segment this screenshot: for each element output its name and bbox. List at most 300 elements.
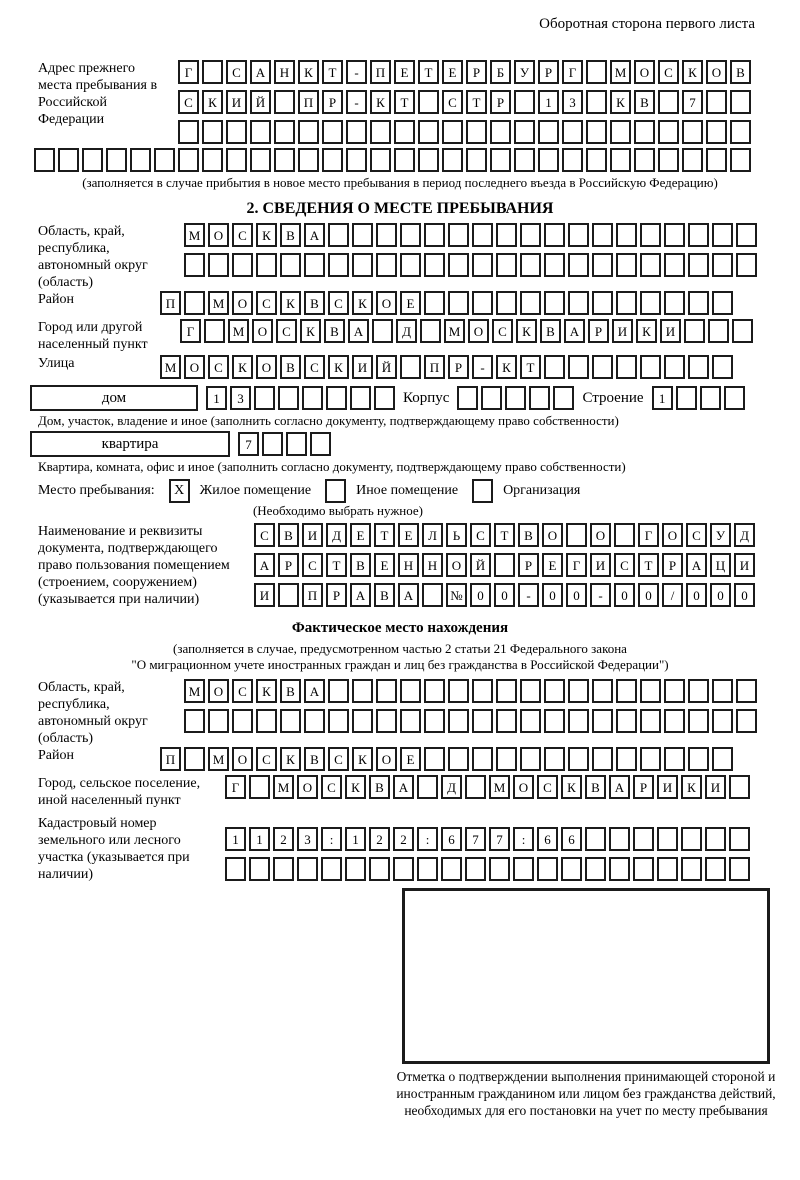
char-cell[interactable] xyxy=(538,148,559,172)
char-cell[interactable] xyxy=(490,120,511,144)
char-cell[interactable]: С xyxy=(208,355,229,379)
char-cell[interactable] xyxy=(424,253,445,277)
char-cell[interactable] xyxy=(537,857,558,881)
char-cell[interactable] xyxy=(592,679,613,703)
char-cell[interactable] xyxy=(586,148,607,172)
char-cell[interactable] xyxy=(706,148,727,172)
char-cell[interactable]: Р xyxy=(448,355,469,379)
char-cell[interactable]: М xyxy=(184,679,205,703)
char-cell[interactable] xyxy=(208,709,229,733)
char-cell[interactable]: И xyxy=(734,553,755,577)
char-cell[interactable]: Р xyxy=(326,583,347,607)
char-cell[interactable]: М xyxy=(208,291,229,315)
char-cell[interactable] xyxy=(302,386,323,410)
char-cell[interactable]: К xyxy=(300,319,321,343)
char-cell[interactable]: О xyxy=(513,775,534,799)
char-cell[interactable] xyxy=(496,291,517,315)
char-cell[interactable] xyxy=(254,386,275,410)
char-cell[interactable] xyxy=(700,386,721,410)
char-cell[interactable] xyxy=(712,355,733,379)
char-cell[interactable] xyxy=(328,709,349,733)
char-cell[interactable] xyxy=(465,775,486,799)
char-cell[interactable] xyxy=(350,386,371,410)
char-cell[interactable]: О xyxy=(662,523,683,547)
char-cell[interactable] xyxy=(657,827,678,851)
char-cell[interactable]: В xyxy=(350,553,371,577)
char-cell[interactable] xyxy=(705,857,726,881)
char-cell[interactable] xyxy=(472,223,493,247)
char-cell[interactable]: Т xyxy=(520,355,541,379)
char-cell[interactable]: И xyxy=(352,355,373,379)
char-cell[interactable]: 0 xyxy=(542,583,563,607)
char-cell[interactable] xyxy=(616,355,637,379)
char-cell[interactable]: 7 xyxy=(489,827,510,851)
char-cell[interactable]: И xyxy=(302,523,323,547)
char-cell[interactable]: С xyxy=(492,319,513,343)
char-cell[interactable] xyxy=(729,827,750,851)
char-cell[interactable] xyxy=(684,319,705,343)
char-cell[interactable]: 0 xyxy=(614,583,635,607)
char-cell[interactable] xyxy=(538,120,559,144)
char-cell[interactable] xyxy=(424,709,445,733)
char-cell[interactable] xyxy=(232,253,253,277)
char-cell[interactable] xyxy=(496,253,517,277)
char-cell[interactable] xyxy=(232,709,253,733)
char-cell[interactable] xyxy=(585,827,606,851)
char-cell[interactable] xyxy=(736,223,757,247)
char-cell[interactable]: Т xyxy=(466,90,487,114)
char-cell[interactable]: : xyxy=(513,827,534,851)
char-cell[interactable]: В xyxy=(304,747,325,771)
char-cell[interactable] xyxy=(34,148,55,172)
char-cell[interactable]: Е xyxy=(398,523,419,547)
char-cell[interactable] xyxy=(520,679,541,703)
char-cell[interactable] xyxy=(681,857,702,881)
char-cell[interactable]: В xyxy=(280,355,301,379)
char-cell[interactable] xyxy=(568,223,589,247)
char-cell[interactable]: И xyxy=(705,775,726,799)
char-cell[interactable] xyxy=(610,148,631,172)
char-cell[interactable]: М xyxy=(273,775,294,799)
char-cell[interactable]: 0 xyxy=(710,583,731,607)
char-cell[interactable]: Т xyxy=(394,90,415,114)
char-cell[interactable]: О xyxy=(590,523,611,547)
char-cell[interactable] xyxy=(273,857,294,881)
char-cell[interactable] xyxy=(418,120,439,144)
char-cell[interactable]: Ь xyxy=(446,523,467,547)
char-cell[interactable] xyxy=(712,679,733,703)
char-cell[interactable] xyxy=(394,148,415,172)
char-cell[interactable]: К xyxy=(496,355,517,379)
char-cell[interactable]: К xyxy=(256,223,277,247)
char-cell[interactable]: С xyxy=(256,747,277,771)
char-cell[interactable]: 2 xyxy=(369,827,390,851)
char-cell[interactable] xyxy=(466,148,487,172)
char-cell[interactable] xyxy=(640,223,661,247)
char-cell[interactable]: 6 xyxy=(537,827,558,851)
char-cell[interactable] xyxy=(658,90,679,114)
char-cell[interactable] xyxy=(520,291,541,315)
char-cell[interactable] xyxy=(544,291,565,315)
char-cell[interactable]: В xyxy=(278,523,299,547)
char-cell[interactable] xyxy=(736,679,757,703)
char-cell[interactable]: П xyxy=(298,90,319,114)
char-cell[interactable] xyxy=(448,253,469,277)
char-cell[interactable] xyxy=(688,679,709,703)
char-cell[interactable] xyxy=(417,775,438,799)
char-cell[interactable]: - xyxy=(346,90,367,114)
char-cell[interactable]: С xyxy=(321,775,342,799)
char-cell[interactable] xyxy=(106,148,127,172)
char-cell[interactable] xyxy=(178,120,199,144)
char-cell[interactable] xyxy=(372,319,393,343)
char-cell[interactable] xyxy=(262,432,283,456)
char-cell[interactable] xyxy=(496,223,517,247)
char-cell[interactable]: 1 xyxy=(249,827,270,851)
char-cell[interactable] xyxy=(472,253,493,277)
char-cell[interactable]: 0 xyxy=(470,583,491,607)
char-cell[interactable]: Т xyxy=(418,60,439,84)
char-cell[interactable]: К xyxy=(681,775,702,799)
char-cell[interactable]: 1 xyxy=(225,827,246,851)
char-cell[interactable] xyxy=(664,709,685,733)
char-cell[interactable] xyxy=(520,709,541,733)
char-cell[interactable]: М xyxy=(160,355,181,379)
char-cell[interactable] xyxy=(448,223,469,247)
char-cell[interactable] xyxy=(730,148,751,172)
char-cell[interactable] xyxy=(609,827,630,851)
char-cell[interactable] xyxy=(346,148,367,172)
char-cell[interactable]: Н xyxy=(274,60,295,84)
char-cell[interactable] xyxy=(256,253,277,277)
char-cell[interactable] xyxy=(729,775,750,799)
char-cell[interactable] xyxy=(616,253,637,277)
char-cell[interactable] xyxy=(592,709,613,733)
char-cell[interactable] xyxy=(568,679,589,703)
char-cell[interactable] xyxy=(544,223,565,247)
char-cell[interactable]: К xyxy=(352,747,373,771)
char-cell[interactable]: 1 xyxy=(206,386,227,410)
char-cell[interactable]: Р xyxy=(322,90,343,114)
char-cell[interactable]: К xyxy=(280,747,301,771)
char-cell[interactable]: С xyxy=(686,523,707,547)
char-cell[interactable]: - xyxy=(472,355,493,379)
char-cell[interactable]: У xyxy=(514,60,535,84)
char-cell[interactable]: Е xyxy=(400,291,421,315)
char-cell[interactable] xyxy=(280,709,301,733)
char-cell[interactable] xyxy=(688,709,709,733)
char-cell[interactable] xyxy=(184,747,205,771)
char-cell[interactable] xyxy=(640,291,661,315)
char-cell[interactable] xyxy=(424,223,445,247)
char-cell[interactable] xyxy=(400,253,421,277)
char-cell[interactable] xyxy=(322,148,343,172)
char-cell[interactable]: В xyxy=(280,223,301,247)
char-cell[interactable] xyxy=(208,253,229,277)
char-cell[interactable] xyxy=(448,747,469,771)
char-cell[interactable] xyxy=(514,90,535,114)
char-cell[interactable]: 2 xyxy=(273,827,294,851)
char-cell[interactable]: Д xyxy=(441,775,462,799)
char-cell[interactable] xyxy=(566,523,587,547)
char-cell[interactable] xyxy=(226,148,247,172)
char-cell[interactable] xyxy=(664,223,685,247)
char-cell[interactable]: Ц xyxy=(710,553,731,577)
char-cell[interactable]: А xyxy=(304,223,325,247)
char-cell[interactable]: - xyxy=(346,60,367,84)
char-cell[interactable] xyxy=(202,60,223,84)
char-cell[interactable] xyxy=(658,148,679,172)
char-cell[interactable] xyxy=(184,709,205,733)
char-cell[interactable] xyxy=(585,857,606,881)
char-cell[interactable] xyxy=(422,583,443,607)
char-cell[interactable] xyxy=(586,90,607,114)
char-cell[interactable] xyxy=(592,253,613,277)
char-cell[interactable] xyxy=(712,253,733,277)
char-cell[interactable] xyxy=(657,857,678,881)
char-cell[interactable] xyxy=(448,291,469,315)
char-cell[interactable]: О xyxy=(184,355,205,379)
char-cell[interactable] xyxy=(441,857,462,881)
char-cell[interactable]: О xyxy=(208,223,229,247)
char-cell[interactable]: В xyxy=(304,291,325,315)
char-cell[interactable] xyxy=(520,253,541,277)
char-cell[interactable] xyxy=(616,747,637,771)
char-cell[interactable] xyxy=(298,148,319,172)
char-cell[interactable]: : xyxy=(417,827,438,851)
char-cell[interactable]: Б xyxy=(490,60,511,84)
char-cell[interactable]: Т xyxy=(494,523,515,547)
char-cell[interactable] xyxy=(400,679,421,703)
char-cell[interactable] xyxy=(352,709,373,733)
char-cell[interactable] xyxy=(724,386,745,410)
char-cell[interactable]: 3 xyxy=(297,827,318,851)
char-cell[interactable]: А xyxy=(393,775,414,799)
char-cell[interactable]: И xyxy=(226,90,247,114)
char-cell[interactable] xyxy=(472,747,493,771)
char-cell[interactable] xyxy=(417,857,438,881)
char-cell[interactable]: И xyxy=(254,583,275,607)
char-cell[interactable] xyxy=(369,857,390,881)
char-cell[interactable]: В xyxy=(369,775,390,799)
checkbox-organizatsiya[interactable] xyxy=(472,479,493,503)
char-cell[interactable]: С xyxy=(328,291,349,315)
char-cell[interactable] xyxy=(592,747,613,771)
char-cell[interactable]: О xyxy=(376,747,397,771)
char-cell[interactable]: П xyxy=(370,60,391,84)
checkbox-inoe[interactable] xyxy=(325,479,346,503)
char-cell[interactable] xyxy=(712,291,733,315)
char-cell[interactable] xyxy=(706,90,727,114)
char-cell[interactable] xyxy=(568,253,589,277)
char-cell[interactable]: О xyxy=(252,319,273,343)
char-cell[interactable] xyxy=(304,253,325,277)
char-cell[interactable]: А xyxy=(250,60,271,84)
char-cell[interactable]: Т xyxy=(326,553,347,577)
char-cell[interactable]: 1 xyxy=(345,827,366,851)
char-cell[interactable]: В xyxy=(518,523,539,547)
char-cell[interactable] xyxy=(202,120,223,144)
char-cell[interactable]: 6 xyxy=(441,827,462,851)
char-cell[interactable]: П xyxy=(160,291,181,315)
char-cell[interactable]: К xyxy=(610,90,631,114)
char-cell[interactable]: Г xyxy=(566,553,587,577)
char-cell[interactable]: Р xyxy=(278,553,299,577)
char-cell[interactable]: О xyxy=(232,747,253,771)
char-cell[interactable]: С xyxy=(302,553,323,577)
char-cell[interactable] xyxy=(286,432,307,456)
char-cell[interactable] xyxy=(274,148,295,172)
char-cell[interactable] xyxy=(708,319,729,343)
char-cell[interactable] xyxy=(298,120,319,144)
char-cell[interactable] xyxy=(496,747,517,771)
char-cell[interactable]: С xyxy=(328,747,349,771)
char-cell[interactable]: Н xyxy=(398,553,419,577)
char-cell[interactable]: С xyxy=(537,775,558,799)
char-cell[interactable] xyxy=(682,120,703,144)
char-cell[interactable] xyxy=(394,120,415,144)
char-cell[interactable] xyxy=(688,253,709,277)
char-cell[interactable]: О xyxy=(634,60,655,84)
char-cell[interactable]: Р xyxy=(490,90,511,114)
char-cell[interactable] xyxy=(250,120,271,144)
char-cell[interactable]: Й xyxy=(470,553,491,577)
char-cell[interactable]: О xyxy=(706,60,727,84)
char-cell[interactable] xyxy=(712,747,733,771)
char-cell[interactable] xyxy=(732,319,753,343)
char-cell[interactable] xyxy=(184,253,205,277)
char-cell[interactable] xyxy=(448,709,469,733)
char-cell[interactable] xyxy=(568,747,589,771)
char-cell[interactable] xyxy=(640,355,661,379)
char-cell[interactable]: К xyxy=(682,60,703,84)
char-cell[interactable] xyxy=(609,857,630,881)
char-cell[interactable]: Н xyxy=(422,553,443,577)
char-cell[interactable] xyxy=(256,709,277,733)
char-cell[interactable] xyxy=(592,355,613,379)
char-cell[interactable]: Р xyxy=(538,60,559,84)
char-cell[interactable]: О xyxy=(446,553,467,577)
char-cell[interactable] xyxy=(225,857,246,881)
char-cell[interactable] xyxy=(424,679,445,703)
char-cell[interactable] xyxy=(322,120,343,144)
char-cell[interactable]: О xyxy=(256,355,277,379)
char-cell[interactable] xyxy=(448,679,469,703)
char-cell[interactable]: С xyxy=(442,90,463,114)
char-cell[interactable] xyxy=(274,90,295,114)
char-cell[interactable] xyxy=(465,857,486,881)
char-cell[interactable]: В xyxy=(374,583,395,607)
char-cell[interactable] xyxy=(640,253,661,277)
char-cell[interactable]: Г xyxy=(225,775,246,799)
char-cell[interactable] xyxy=(514,148,535,172)
char-cell[interactable] xyxy=(310,432,331,456)
char-cell[interactable] xyxy=(442,120,463,144)
char-cell[interactable] xyxy=(472,709,493,733)
char-cell[interactable] xyxy=(178,148,199,172)
char-cell[interactable] xyxy=(664,747,685,771)
char-cell[interactable] xyxy=(658,120,679,144)
char-cell[interactable] xyxy=(664,355,685,379)
char-cell[interactable] xyxy=(481,386,502,410)
char-cell[interactable]: 3 xyxy=(562,90,583,114)
char-cell[interactable] xyxy=(688,291,709,315)
char-cell[interactable]: 2 xyxy=(393,827,414,851)
char-cell[interactable] xyxy=(544,253,565,277)
char-cell[interactable] xyxy=(496,679,517,703)
char-cell[interactable]: В xyxy=(730,60,751,84)
char-cell[interactable] xyxy=(420,319,441,343)
char-cell[interactable] xyxy=(730,120,751,144)
char-cell[interactable]: К xyxy=(298,60,319,84)
char-cell[interactable] xyxy=(280,253,301,277)
char-cell[interactable]: О xyxy=(376,291,397,315)
char-cell[interactable]: Е xyxy=(400,747,421,771)
char-cell[interactable]: А xyxy=(304,679,325,703)
char-cell[interactable] xyxy=(553,386,574,410)
char-cell[interactable] xyxy=(682,148,703,172)
char-cell[interactable]: С xyxy=(614,553,635,577)
char-cell[interactable] xyxy=(304,709,325,733)
char-cell[interactable]: Р xyxy=(518,553,539,577)
char-cell[interactable] xyxy=(640,679,661,703)
char-cell[interactable] xyxy=(529,386,550,410)
char-cell[interactable]: Р xyxy=(633,775,654,799)
char-cell[interactable] xyxy=(376,709,397,733)
char-cell[interactable]: С xyxy=(232,679,253,703)
char-cell[interactable] xyxy=(346,120,367,144)
char-cell[interactable] xyxy=(561,857,582,881)
char-cell[interactable]: К xyxy=(280,291,301,315)
char-cell[interactable]: С xyxy=(658,60,679,84)
char-cell[interactable] xyxy=(278,583,299,607)
char-cell[interactable]: Л xyxy=(422,523,443,547)
char-cell[interactable]: А xyxy=(398,583,419,607)
char-cell[interactable]: М xyxy=(489,775,510,799)
char-cell[interactable] xyxy=(730,90,751,114)
char-cell[interactable]: Е xyxy=(442,60,463,84)
char-cell[interactable]: Г xyxy=(178,60,199,84)
char-cell[interactable] xyxy=(544,747,565,771)
char-cell[interactable] xyxy=(274,120,295,144)
char-cell[interactable]: 1 xyxy=(652,386,673,410)
char-cell[interactable] xyxy=(562,148,583,172)
char-cell[interactable] xyxy=(345,857,366,881)
char-cell[interactable]: И xyxy=(612,319,633,343)
char-cell[interactable]: Р xyxy=(662,553,683,577)
char-cell[interactable] xyxy=(393,857,414,881)
char-cell[interactable]: Е xyxy=(350,523,371,547)
char-cell[interactable]: А xyxy=(348,319,369,343)
char-cell[interactable] xyxy=(352,253,373,277)
char-cell[interactable]: Т xyxy=(322,60,343,84)
char-cell[interactable] xyxy=(736,253,757,277)
char-cell[interactable]: 0 xyxy=(494,583,515,607)
char-cell[interactable]: М xyxy=(208,747,229,771)
char-cell[interactable]: А xyxy=(564,319,585,343)
char-cell[interactable] xyxy=(352,223,373,247)
char-cell[interactable] xyxy=(472,291,493,315)
char-cell[interactable] xyxy=(568,709,589,733)
char-cell[interactable]: 6 xyxy=(561,827,582,851)
char-cell[interactable]: К xyxy=(202,90,223,114)
char-cell[interactable]: Д xyxy=(396,319,417,343)
char-cell[interactable] xyxy=(633,857,654,881)
char-cell[interactable] xyxy=(278,386,299,410)
char-cell[interactable] xyxy=(418,148,439,172)
char-cell[interactable] xyxy=(424,747,445,771)
char-cell[interactable] xyxy=(520,223,541,247)
